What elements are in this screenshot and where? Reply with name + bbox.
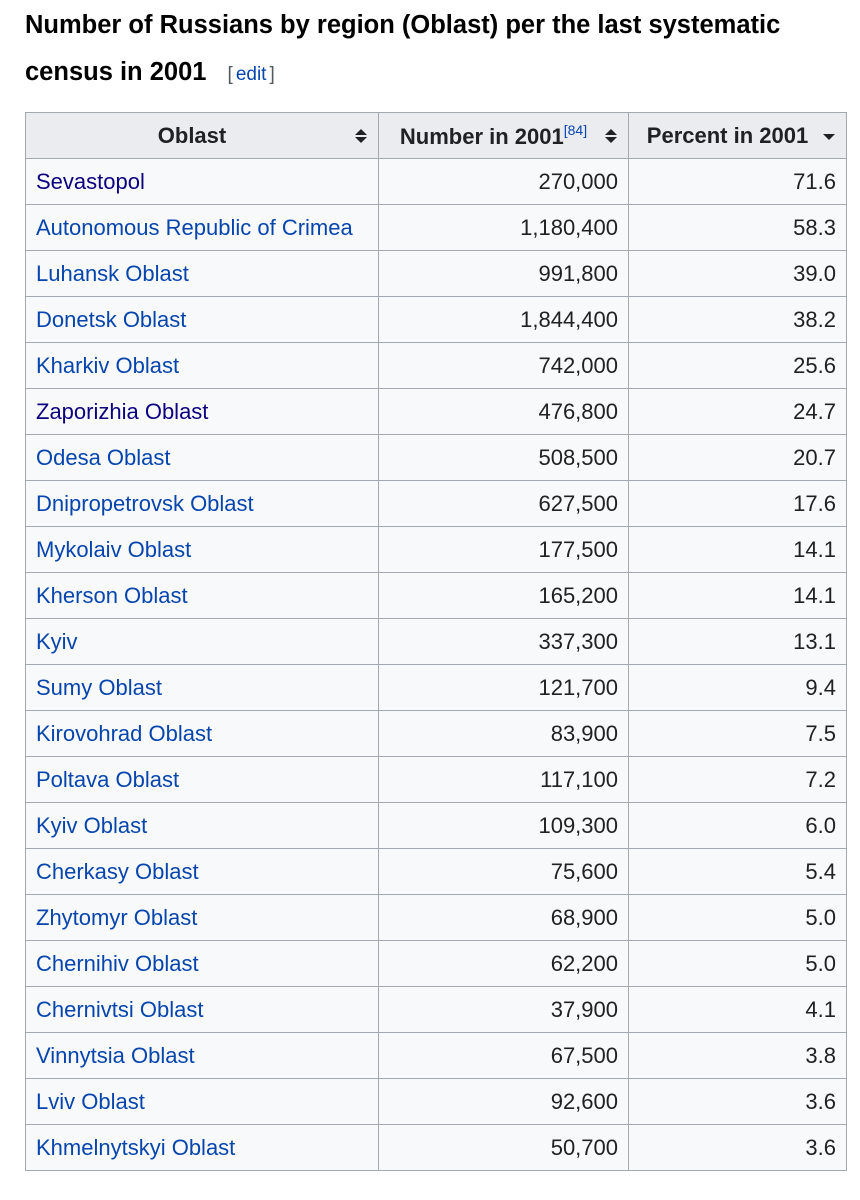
citation-superscript	[564, 122, 587, 138]
percent-cell: 4.1	[629, 987, 847, 1033]
percent-cell: 9.4	[629, 665, 847, 711]
column-header-number[interactable]	[379, 113, 629, 159]
percent-cell: 7.5	[629, 711, 847, 757]
table-row	[26, 481, 847, 527]
column-label-number-text: Number in 2001	[399, 123, 564, 149]
table-row	[26, 297, 847, 343]
table-row	[26, 895, 847, 941]
oblast-link[interactable]: Luhansk Oblast	[36, 260, 189, 286]
table-row	[26, 757, 847, 803]
table-row	[26, 205, 847, 251]
number-cell: 742,000	[379, 343, 629, 389]
oblast-cell	[26, 987, 379, 1033]
oblast-cell	[26, 803, 379, 849]
percent-cell: 38.2	[629, 297, 847, 343]
column-label-percent: Percent in 2001	[646, 122, 809, 148]
oblast-link[interactable]: Khmelnytskyi Oblast	[36, 1134, 236, 1160]
percent-cell: 5.4	[629, 849, 847, 895]
number-cell: 67,500	[379, 1033, 629, 1079]
column-header-percent[interactable]	[629, 113, 847, 159]
oblast-link[interactable]: Kirovohrad Oblast	[36, 720, 213, 746]
edit-section	[228, 64, 275, 85]
number-cell: 1,180,400	[379, 205, 629, 251]
edit-bracket-close: ]	[269, 64, 275, 85]
table-row	[26, 573, 847, 619]
oblast-cell	[26, 251, 379, 297]
percent-cell: 14.1	[629, 573, 847, 619]
oblast-link[interactable]: Donetsk Oblast	[36, 306, 187, 332]
table-row	[26, 527, 847, 573]
oblast-link[interactable]: Vinnytsia Oblast	[36, 1042, 195, 1068]
percent-cell: 13.1	[629, 619, 847, 665]
column-label-oblast: Oblast	[157, 122, 227, 148]
oblast-link[interactable]: Autonomous Republic of Crimea	[36, 214, 353, 240]
oblast-cell	[26, 757, 379, 803]
number-cell: 165,200	[379, 573, 629, 619]
percent-cell: 3.8	[629, 1033, 847, 1079]
census-table	[25, 112, 847, 1171]
oblast-cell	[26, 343, 379, 389]
number-cell: 991,800	[379, 251, 629, 297]
percent-cell: 17.6	[629, 481, 847, 527]
number-cell: 1,844,400	[379, 297, 629, 343]
table-row	[26, 849, 847, 895]
table-row	[26, 987, 847, 1033]
number-cell: 337,300	[379, 619, 629, 665]
oblast-cell	[26, 849, 379, 895]
number-cell: 62,200	[379, 941, 629, 987]
table-header-row	[26, 113, 847, 159]
oblast-cell	[26, 435, 379, 481]
oblast-link[interactable]: Mykolaiv Oblast	[36, 536, 192, 562]
oblast-link[interactable]: Kharkiv Oblast	[36, 352, 180, 378]
citation-link[interactable]: [84]	[563, 121, 588, 138]
percent-cell: 14.1	[629, 527, 847, 573]
table-row	[26, 389, 847, 435]
percent-cell: 3.6	[629, 1079, 847, 1125]
table-row	[26, 251, 847, 297]
oblast-link[interactable]: Poltava Oblast	[36, 766, 180, 792]
oblast-link[interactable]: Zaporizhia Oblast	[36, 398, 209, 424]
oblast-cell	[26, 665, 379, 711]
number-cell: 117,100	[379, 757, 629, 803]
oblast-link[interactable]: Odesa Oblast	[36, 444, 171, 470]
percent-cell: 24.7	[629, 389, 847, 435]
edit-bracket-open: [	[227, 64, 233, 85]
sort-both-icon[interactable]	[604, 127, 618, 145]
number-cell: 83,900	[379, 711, 629, 757]
number-cell: 68,900	[379, 895, 629, 941]
sort-descending-icon[interactable]	[822, 127, 836, 145]
percent-cell: 20.7	[629, 435, 847, 481]
table-body	[26, 159, 847, 1171]
column-header-oblast[interactable]	[26, 113, 379, 159]
percent-cell: 39.0	[629, 251, 847, 297]
sort-both-icon[interactable]	[354, 127, 368, 145]
oblast-cell	[26, 527, 379, 573]
table-row	[26, 1033, 847, 1079]
percent-cell: 71.6	[629, 159, 847, 205]
column-label-number	[389, 122, 598, 150]
oblast-cell	[26, 389, 379, 435]
oblast-link[interactable]: Kherson Oblast	[36, 582, 188, 608]
oblast-link[interactable]: Sevastopol	[36, 168, 145, 194]
oblast-cell	[26, 941, 379, 987]
oblast-cell	[26, 895, 379, 941]
oblast-link[interactable]: Kyiv	[36, 628, 78, 654]
number-cell: 37,900	[379, 987, 629, 1033]
number-cell: 92,600	[379, 1079, 629, 1125]
percent-cell: 25.6	[629, 343, 847, 389]
percent-cell: 58.3	[629, 205, 847, 251]
oblast-link[interactable]: Cherkasy Oblast	[36, 858, 199, 884]
oblast-link[interactable]: Dnipropetrovsk Oblast	[36, 490, 254, 516]
number-cell: 476,800	[379, 389, 629, 435]
oblast-link[interactable]: Lviv Oblast	[36, 1088, 145, 1114]
oblast-cell	[26, 619, 379, 665]
percent-cell: 3.6	[629, 1125, 847, 1171]
oblast-cell	[26, 159, 379, 205]
section-title: Number of Russians by region (Oblast) per the last systematic census in 2001	[25, 11, 781, 86]
table-row	[26, 343, 847, 389]
oblast-cell	[26, 711, 379, 757]
oblast-cell	[26, 297, 379, 343]
table-row	[26, 665, 847, 711]
percent-cell: 6.0	[629, 803, 847, 849]
percent-cell: 5.0	[629, 941, 847, 987]
number-cell: 508,500	[379, 435, 629, 481]
table-row	[26, 803, 847, 849]
table-row	[26, 711, 847, 757]
oblast-link[interactable]: Kyiv Oblast	[36, 812, 148, 838]
number-cell: 177,500	[379, 527, 629, 573]
oblast-cell	[26, 1079, 379, 1125]
edit-link[interactable]: edit	[235, 64, 267, 85]
number-cell: 109,300	[379, 803, 629, 849]
table-row	[26, 1079, 847, 1125]
oblast-link[interactable]: Chernivtsi Oblast	[36, 996, 204, 1022]
oblast-link[interactable]: Chernihiv Oblast	[36, 950, 199, 976]
oblast-cell	[26, 573, 379, 619]
number-cell: 121,700	[379, 665, 629, 711]
table-row	[26, 619, 847, 665]
oblast-cell	[26, 481, 379, 527]
section-heading	[25, 2, 855, 98]
oblast-cell	[26, 1125, 379, 1171]
number-cell: 50,700	[379, 1125, 629, 1171]
oblast-link[interactable]: Zhytomyr Oblast	[36, 904, 198, 930]
number-cell: 270,000	[379, 159, 629, 205]
table-row	[26, 435, 847, 481]
percent-cell: 5.0	[629, 895, 847, 941]
oblast-link[interactable]: Sumy Oblast	[36, 674, 162, 700]
oblast-cell	[26, 1033, 379, 1079]
number-cell: 627,500	[379, 481, 629, 527]
table-row	[26, 1125, 847, 1171]
number-cell: 75,600	[379, 849, 629, 895]
table-row	[26, 941, 847, 987]
percent-cell: 7.2	[629, 757, 847, 803]
oblast-cell	[26, 205, 379, 251]
table-row	[26, 159, 847, 205]
